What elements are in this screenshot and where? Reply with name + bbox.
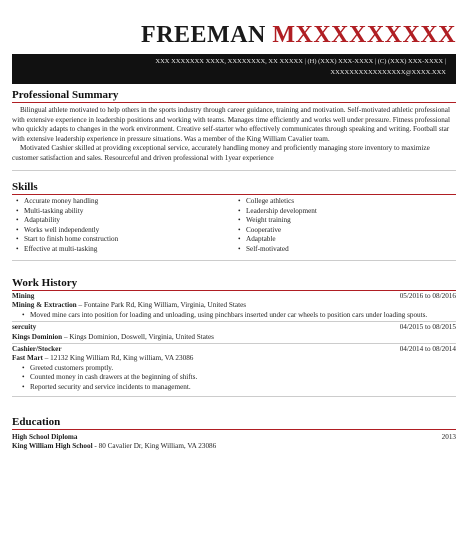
degree: High School Diploma [12, 433, 78, 441]
contact-bar [12, 54, 456, 84]
contact-address-phones: XXX XXXXXXX XXXX, XXXXXXXX, XX XXXXX | (H) (XXX) XXX-XXXX | (C) (XXX) XXX-XXXX | [155, 58, 446, 65]
school-name: King William High School [12, 442, 93, 451]
company-location: – 12132 King William Rd, King william, VA 23086 [42, 354, 194, 363]
job-title: Cashier/Stocker [12, 345, 62, 354]
job-duties [32, 364, 456, 392]
job-separator [12, 321, 456, 322]
skill-item: • Adaptability [24, 216, 234, 226]
company-name: Fast Mart [12, 354, 43, 363]
section-end-rule [12, 170, 456, 171]
skills-columns [12, 197, 456, 255]
duty-item: • Reported security and service incidents to management. [32, 383, 456, 392]
job-separator [12, 343, 456, 344]
section-divider [12, 429, 456, 430]
skill-item: • Leadership development [246, 207, 456, 217]
work-section [12, 277, 456, 397]
section-divider [12, 102, 456, 103]
summary-text [12, 106, 456, 164]
skills-left-list [24, 197, 234, 255]
duty-item: • Moved mine cars into position for loading and unloading, using pinchbars inserted under car wheels to position cars under loading spouts. [32, 311, 456, 320]
skills-section [12, 181, 456, 261]
skill-item: • Weight training [246, 216, 456, 226]
company-name: Kings Dominion [12, 332, 63, 341]
skill-item: • Start to finish home construction [24, 235, 234, 245]
first-name: FREEMAN [141, 22, 266, 48]
job-dates: 04/2014 to 08/2014 [399, 345, 456, 354]
education-section [12, 416, 456, 452]
skill-item: • College athletics [246, 197, 456, 207]
job-employer [12, 354, 456, 363]
company-location: – Fontaine Park Rd, King William, Virginia, United States [76, 301, 247, 310]
skill-item: • Effective at multi-tasking [24, 245, 234, 255]
skill-item: • Adaptable [246, 235, 456, 245]
summary-section [12, 89, 456, 171]
summary-paragraph-1: Bilingual athlete motivated to help others in the sports industry through career guidance, training and motivation. Self-motivated athletic professional with extensive experience in leadership positions and working with teams. Manages time efficiently and works well under pressure. Fitness professional who quickly adapts to changes in the work environment. Creative self-starter who effectively communicates through speaking and writing. Football star with extensive leadership experience in pressure situations. Was a member of the King William Cavalier team. [12, 106, 450, 143]
school-line [12, 442, 456, 451]
company-name: Mining & Extraction [12, 301, 77, 310]
candidate-name [12, 22, 456, 49]
company-location: – Kings Dominion, Doswell, Virginia, United States [62, 332, 214, 341]
work-heading: Work History [12, 277, 78, 289]
duty-item: • Greeted customers promptly. [32, 364, 456, 373]
skill-item: • Accurate money handling [24, 197, 234, 207]
duty-item: • Counted money in cash drawers at the beginning of shifts. [32, 373, 456, 382]
education-entry [12, 433, 456, 452]
contact-email: XXXXXXXXXXXXXXXX@XXXX.XXX [330, 69, 446, 76]
education-heading: Education [12, 416, 61, 428]
job-duties [32, 311, 456, 320]
job-entry [12, 323, 456, 342]
job-entry [12, 292, 456, 320]
section-divider [12, 290, 456, 291]
section-end-rule [12, 260, 456, 261]
job-title: Mining [12, 292, 35, 300]
skill-item: • Works well independently [24, 226, 234, 236]
skill-item: • Self-motivated [246, 245, 456, 255]
last-name: MXXXXXXXXX [272, 22, 456, 48]
job-entry [12, 345, 456, 392]
school-location: - 80 Cavalier Dr, King William, VA 23086 [92, 442, 217, 451]
summary-paragraph-2: Motivated Cashier skilled at providing exceptional service, accurately handling money and proficiently managing store inventory to maximize customer satisfaction and sales. Resourceful and driven professional with 1year experience [12, 144, 430, 162]
skill-item: • Multi-tasking ability [24, 207, 234, 217]
job-title: sercuity [12, 323, 37, 332]
summary-heading: Professional Summary [12, 89, 119, 101]
skills-right-list [246, 197, 456, 255]
job-employer [12, 333, 456, 342]
graduation-year: 2013 [441, 433, 456, 441]
section-end-rule [12, 396, 456, 397]
skills-heading: Skills [12, 181, 38, 193]
section-divider [12, 194, 456, 195]
job-employer [12, 301, 456, 310]
job-dates: 04/2015 to 08/2015 [399, 323, 456, 332]
job-dates: 05/2016 to 08/2016 [399, 292, 456, 300]
skill-item: • Cooperative [246, 226, 456, 236]
